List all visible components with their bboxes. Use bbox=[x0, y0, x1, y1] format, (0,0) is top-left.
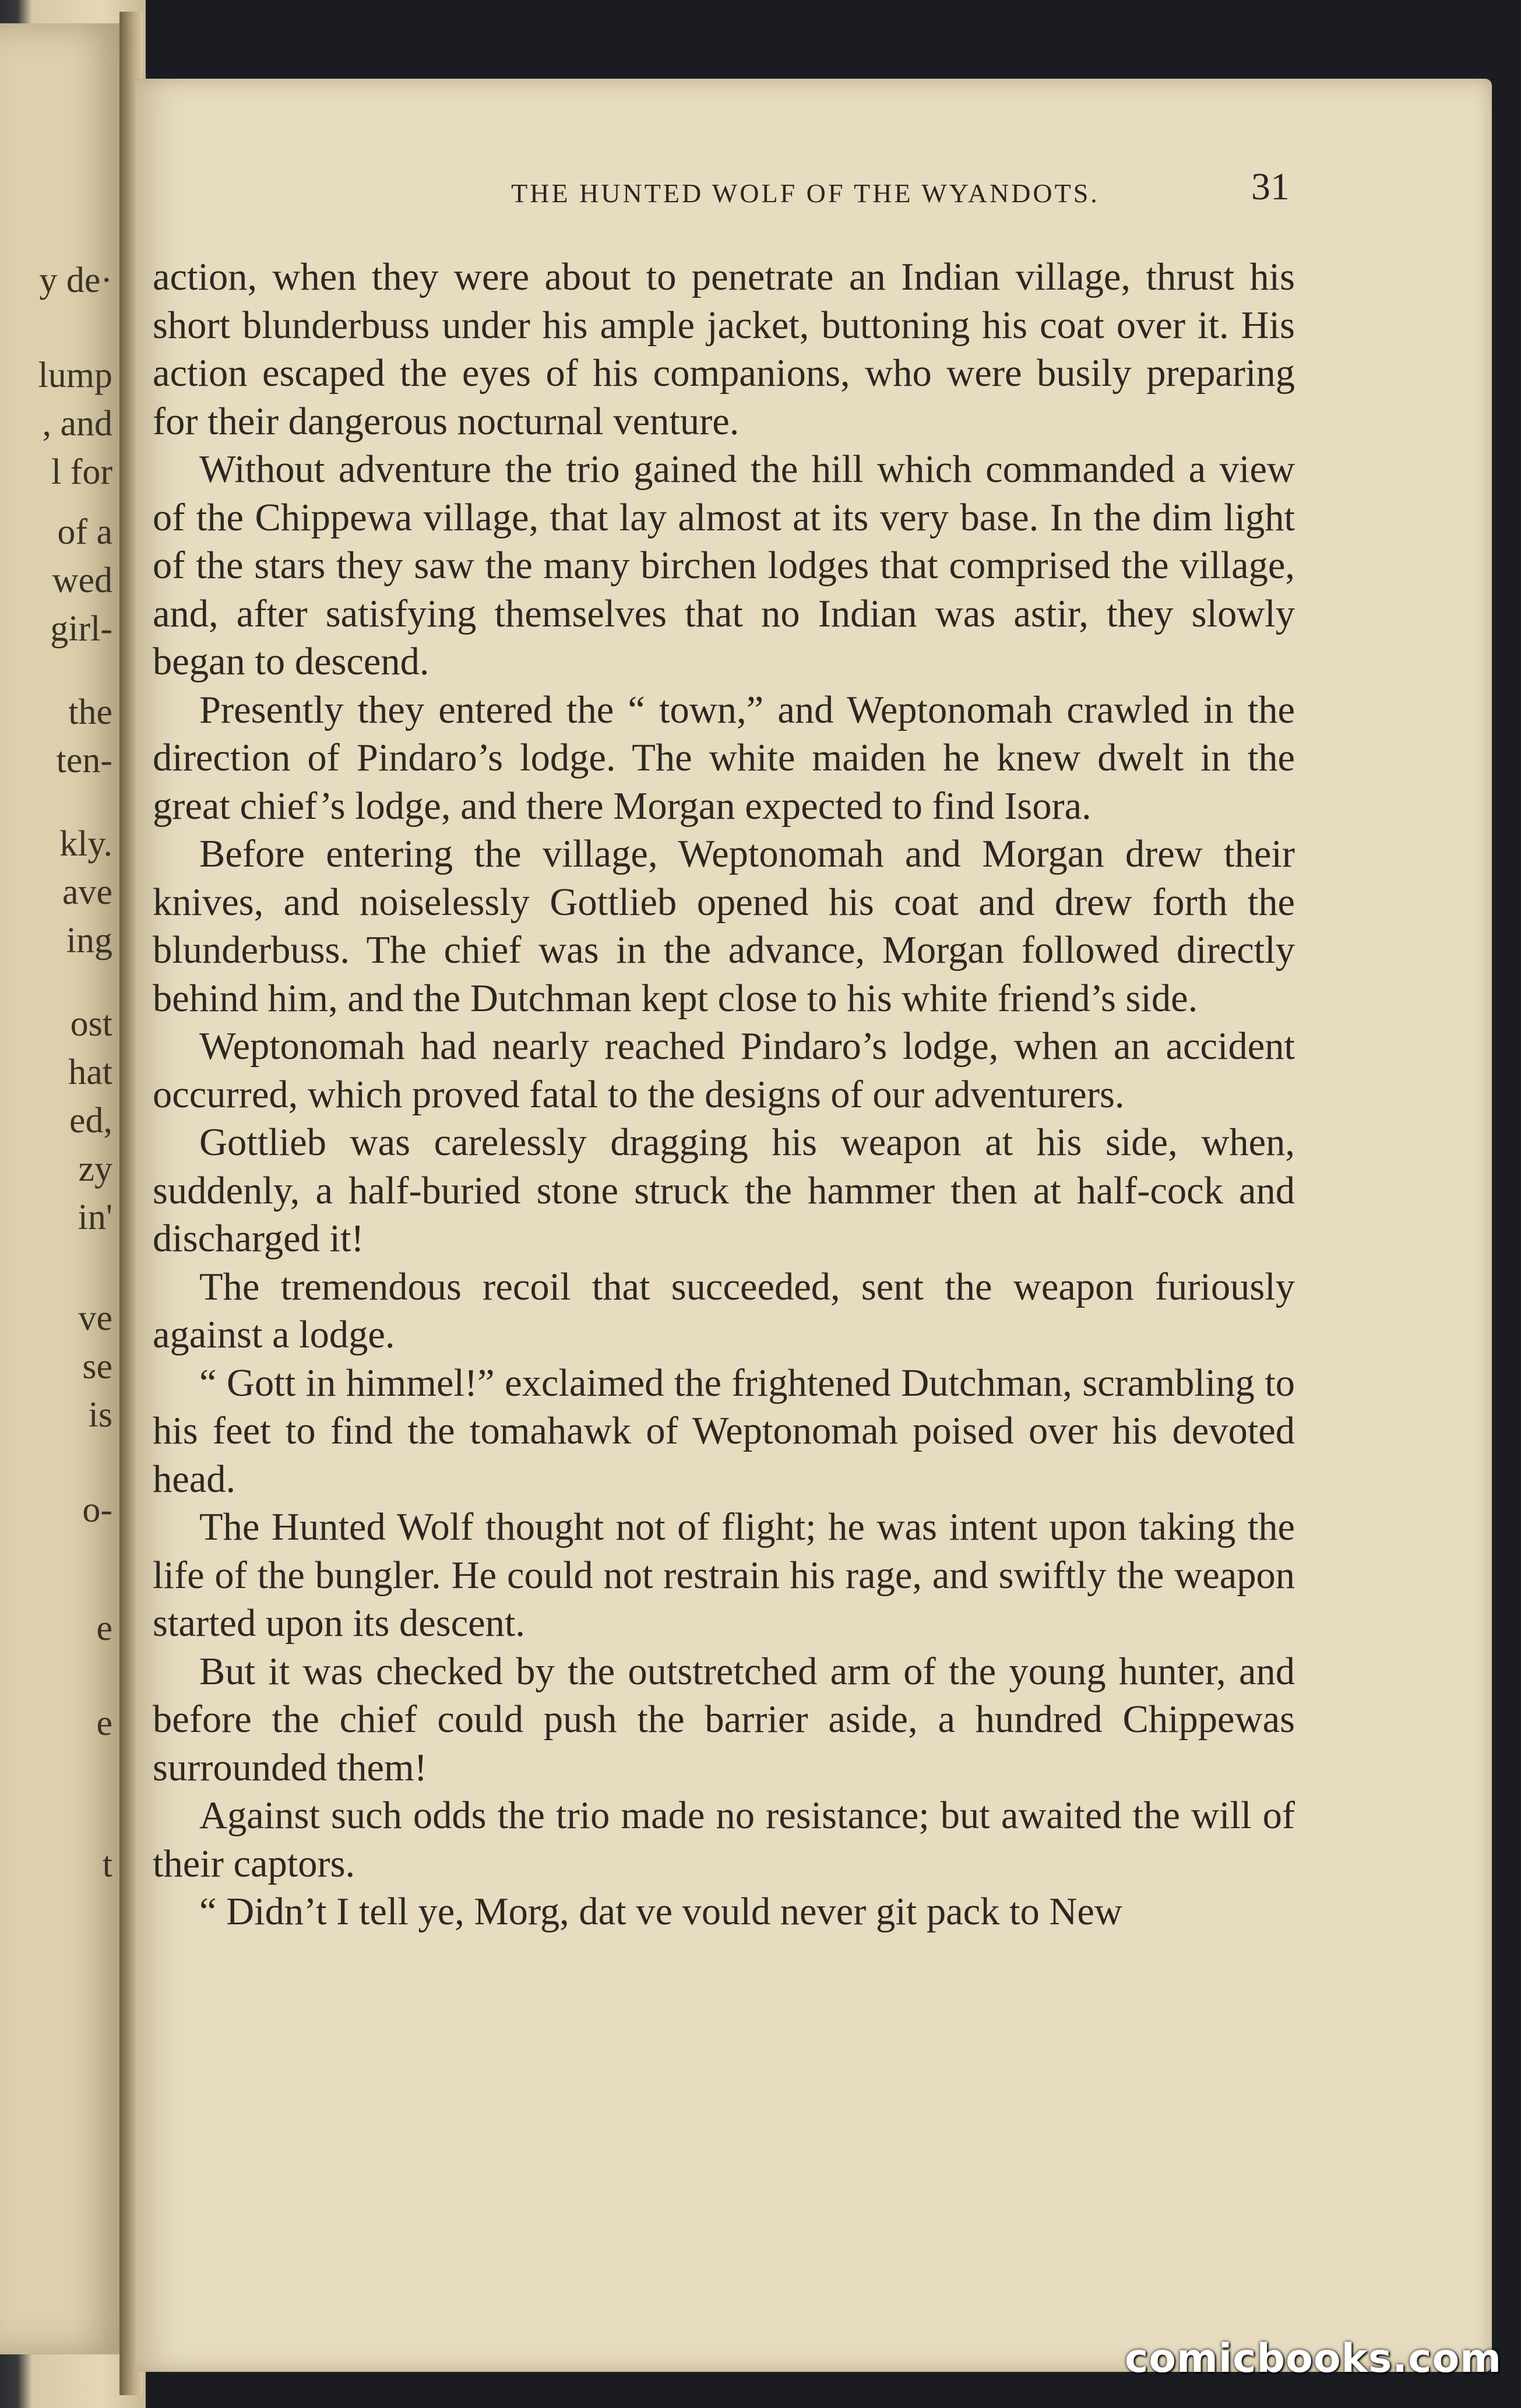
fragment: ten- bbox=[56, 741, 112, 780]
previous-page bbox=[0, 23, 125, 2354]
fragment: ave bbox=[62, 872, 112, 912]
fragment: lump bbox=[38, 355, 112, 395]
previous-page-text bbox=[38, 256, 112, 1889]
paragraph: The Hunted Wolf thought not of flight; he was intent upon taking the life of the bungler. He could not restrain his rage, and swiftly the weapon started upon its descent. bbox=[153, 1506, 1295, 1645]
paragraph: But it was checked by the outstretched arm of the young hunter, and before the chief could push the barrier aside, a hundred Chippewas surrounded them! bbox=[153, 1650, 1295, 1789]
fragment: e bbox=[96, 1703, 112, 1743]
fragment: in' bbox=[78, 1198, 112, 1237]
paragraph: Before entering the village, Weptonomah and Morgan drew their knives, and noiselessly Gottlieb opened his coat and drew forth the blunderbuss. The chief was in the advance, Morgan followed directly behind him, and the Dutchman kept close to his white friend’s side. bbox=[153, 833, 1295, 1020]
page-body bbox=[153, 254, 1295, 1937]
fragment: ing bbox=[66, 921, 112, 960]
paragraph: “ Gott in himmel!” exclaimed the frightened Dutchman, scrambling to his feet to find the tomahawk of Weptonomah poised over his devoted head. bbox=[153, 1361, 1295, 1501]
fragment: t bbox=[102, 1845, 112, 1885]
fragment: ve bbox=[78, 1298, 112, 1338]
fragment: o- bbox=[82, 1490, 112, 1530]
fragment: y de· bbox=[39, 260, 112, 300]
paragraph: action, when they were about to penetrate an Indian village, thrust his short blunderbuss under his ample jacket, buttoning his coat over it. His action escaped the eyes of his companions, who were busily preparing for their dangerous nocturnal venture. bbox=[153, 256, 1295, 443]
running-title: THE HUNTED WOLF OF THE WYANDOTS. bbox=[511, 178, 1100, 208]
site-watermark: comicbooks.com bbox=[1125, 2336, 1502, 2382]
fragment: ost bbox=[70, 1004, 112, 1044]
paragraph: Weptonomah had nearly reached Pindaro’s lodge, when an accident occurred, which proved fatal to the designs of our adventurers. bbox=[153, 1025, 1295, 1116]
book-page bbox=[135, 79, 1492, 2372]
paragraph: Presently they entered the “ town,” and Weptonomah crawled in the direction of Pindaro’s lodge. The white maiden he knew dwelt in the great chief’s lodge, and there Morgan expected to find Isora. bbox=[153, 688, 1295, 828]
paragraph: Gottlieb was carelessly dragging his weapon at his side, when, suddenly, a half-buried stone struck the hammer then at half-cock and discharged it! bbox=[153, 1121, 1295, 1260]
fragment: hat bbox=[68, 1052, 112, 1092]
fragment: , and bbox=[42, 404, 112, 443]
paragraph: Against such odds the trio made no resistance; but awaited the will of their captors. bbox=[153, 1794, 1295, 1885]
fragment: girl- bbox=[50, 609, 112, 649]
fragment: se bbox=[82, 1347, 112, 1386]
fragment: ed, bbox=[69, 1101, 112, 1140]
paragraph: “ Didn’t I tell ye, Morg, dat ve vould never git pack to New bbox=[199, 1891, 1122, 1933]
page-number: 31 bbox=[1251, 166, 1290, 208]
fragment: the bbox=[68, 692, 112, 732]
fragment: e bbox=[96, 1608, 112, 1648]
fragment: is bbox=[88, 1395, 112, 1435]
fragment: kly. bbox=[59, 824, 112, 864]
fragment: l for bbox=[51, 452, 112, 492]
fragment: of a bbox=[57, 512, 112, 552]
fragment: wed bbox=[52, 561, 112, 600]
paragraph: The tremendous recoil that succeeded, sent the weapon furiously against a lodge. bbox=[153, 1265, 1295, 1356]
paragraph: Without adventure the trio gained the hill which commanded a view of the Chippewa village, that lay almost at its very base. In the dim light of the stars they saw the many birchen lodges that comprised the village, and, after satisfying themselves that no Indian was astir, they slowly began to descend. bbox=[153, 448, 1295, 683]
fragment: zy bbox=[78, 1149, 112, 1189]
